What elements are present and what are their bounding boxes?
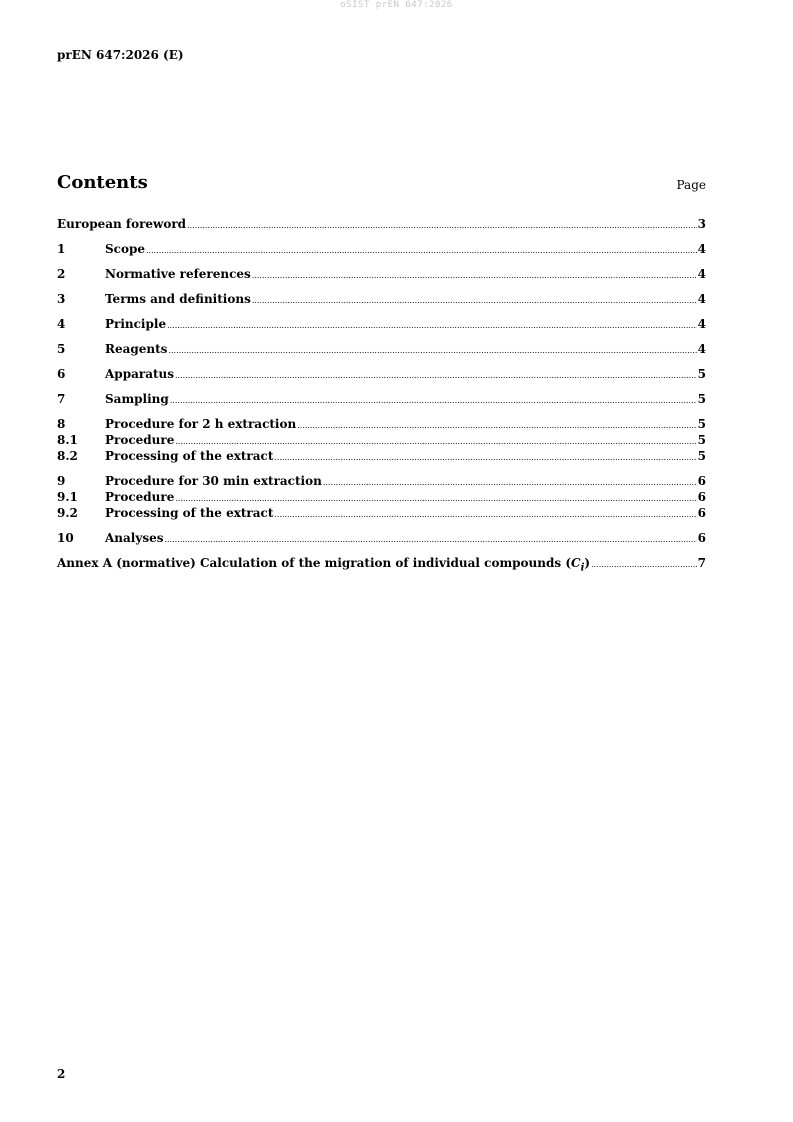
- toc-entry-title: Normative references: [105, 267, 251, 281]
- toc-entry-page: 5: [697, 392, 706, 406]
- toc-entry-page: 6: [697, 531, 706, 545]
- dot-leader: [170, 395, 697, 407]
- toc-entry-number: 1: [57, 242, 66, 256]
- toc-entry-number: 8.1: [57, 433, 78, 447]
- toc-entry-page: 7: [697, 556, 706, 570]
- dot-leader: [591, 559, 697, 571]
- toc-entry-title: Procedure: [105, 490, 175, 504]
- toc-entry-page: 4: [697, 342, 706, 356]
- dot-leader: [252, 270, 697, 282]
- toc-entry-title: Scope: [105, 242, 146, 256]
- toc-entry-page: 6: [697, 506, 706, 520]
- toc-entry-title: Procedure for 2 h extraction: [105, 417, 297, 431]
- toc-entry[interactable]: [57, 341, 706, 357]
- toc-entry[interactable]: [57, 489, 706, 505]
- toc-entry-foreword[interactable]: [57, 216, 706, 232]
- toc-entry[interactable]: [57, 366, 706, 382]
- toc-entry-page: 5: [697, 367, 706, 381]
- toc-entry-number: 5: [57, 342, 66, 356]
- contents-heading: Contents: [57, 172, 148, 193]
- dot-leader: [146, 245, 697, 257]
- toc-entry-number: 8.2: [57, 449, 78, 463]
- dot-leader: [187, 220, 697, 232]
- toc-entry-title: Analyses: [105, 531, 164, 545]
- toc-entry[interactable]: [57, 530, 706, 546]
- toc-entry-page: 4: [697, 242, 706, 256]
- annex-title-close: ): [584, 556, 591, 570]
- toc-entry-title: Apparatus: [105, 367, 174, 381]
- toc-entry-title: Reagents: [105, 342, 168, 356]
- toc-entry-title: European foreword: [57, 217, 187, 231]
- dot-leader: [252, 295, 697, 307]
- toc-entry-title: Processing of the extract: [105, 506, 274, 520]
- toc-entry-number: 9: [57, 474, 66, 488]
- dot-leader: [165, 534, 697, 546]
- table-of-contents: [57, 216, 706, 574]
- toc-entry[interactable]: [57, 316, 706, 332]
- toc-entry-number: 8: [57, 417, 66, 431]
- toc-entry[interactable]: [57, 505, 706, 521]
- toc-entry[interactable]: [57, 291, 706, 307]
- watermark: oSIST prEN 647:2026: [340, 0, 453, 10]
- toc-entry-annex[interactable]: [57, 555, 706, 574]
- toc-entry-number: 7: [57, 392, 66, 406]
- page-number: 2: [57, 1067, 66, 1081]
- dot-leader: [175, 436, 696, 448]
- toc-entry-title: Procedure for 30 min extraction: [105, 474, 322, 488]
- toc-entry[interactable]: [57, 473, 706, 489]
- toc-entry-page: 6: [697, 490, 706, 504]
- toc-entry[interactable]: [57, 241, 706, 257]
- toc-entry-number: 10: [57, 531, 74, 545]
- symbol-subscript-i: i: [580, 562, 585, 574]
- toc-entry-page: 5: [697, 417, 706, 431]
- toc-entry-title: Principle: [105, 317, 167, 331]
- toc-entry-number: 3: [57, 292, 66, 306]
- dot-leader: [167, 320, 697, 332]
- toc-entry-page: 4: [697, 317, 706, 331]
- toc-entry-number: 4: [57, 317, 66, 331]
- toc-entry-title: Terms and definitions: [105, 292, 251, 306]
- dot-leader: [168, 345, 696, 357]
- page-column-label: Page: [676, 178, 706, 192]
- symbol-c: C: [571, 556, 581, 570]
- toc-entry-title: Sampling: [105, 392, 169, 406]
- toc-entry-number: 9.2: [57, 506, 78, 520]
- toc-entry[interactable]: [57, 416, 706, 432]
- dot-leader: [297, 420, 696, 432]
- toc-entry[interactable]: [57, 448, 706, 464]
- annex-title-text: Annex A (normative) Calculation of the migration of individual compounds (: [57, 556, 572, 570]
- dot-leader: [175, 370, 697, 382]
- toc-entry-page: 3: [697, 217, 706, 231]
- dot-leader: [323, 477, 697, 489]
- toc-entry-number: 9.1: [57, 490, 78, 504]
- toc-entry-page: 6: [697, 474, 706, 488]
- toc-entry-number: 6: [57, 367, 66, 381]
- dot-leader: [175, 493, 696, 505]
- toc-entry-title: [57, 555, 590, 576]
- toc-entry-page: 5: [697, 433, 706, 447]
- dot-leader: [274, 509, 696, 521]
- toc-entry[interactable]: [57, 432, 706, 448]
- toc-entry-page: 4: [697, 292, 706, 306]
- document-id: prEN 647:2026 (E): [57, 48, 184, 62]
- toc-entry-title: Processing of the extract: [105, 449, 274, 463]
- toc-entry-page: 4: [697, 267, 706, 281]
- dot-leader: [274, 452, 696, 464]
- toc-entry[interactable]: [57, 266, 706, 282]
- toc-entry[interactable]: [57, 391, 706, 407]
- toc-entry-number: 2: [57, 267, 66, 281]
- toc-entry-page: 5: [697, 449, 706, 463]
- toc-entry-title: Procedure: [105, 433, 175, 447]
